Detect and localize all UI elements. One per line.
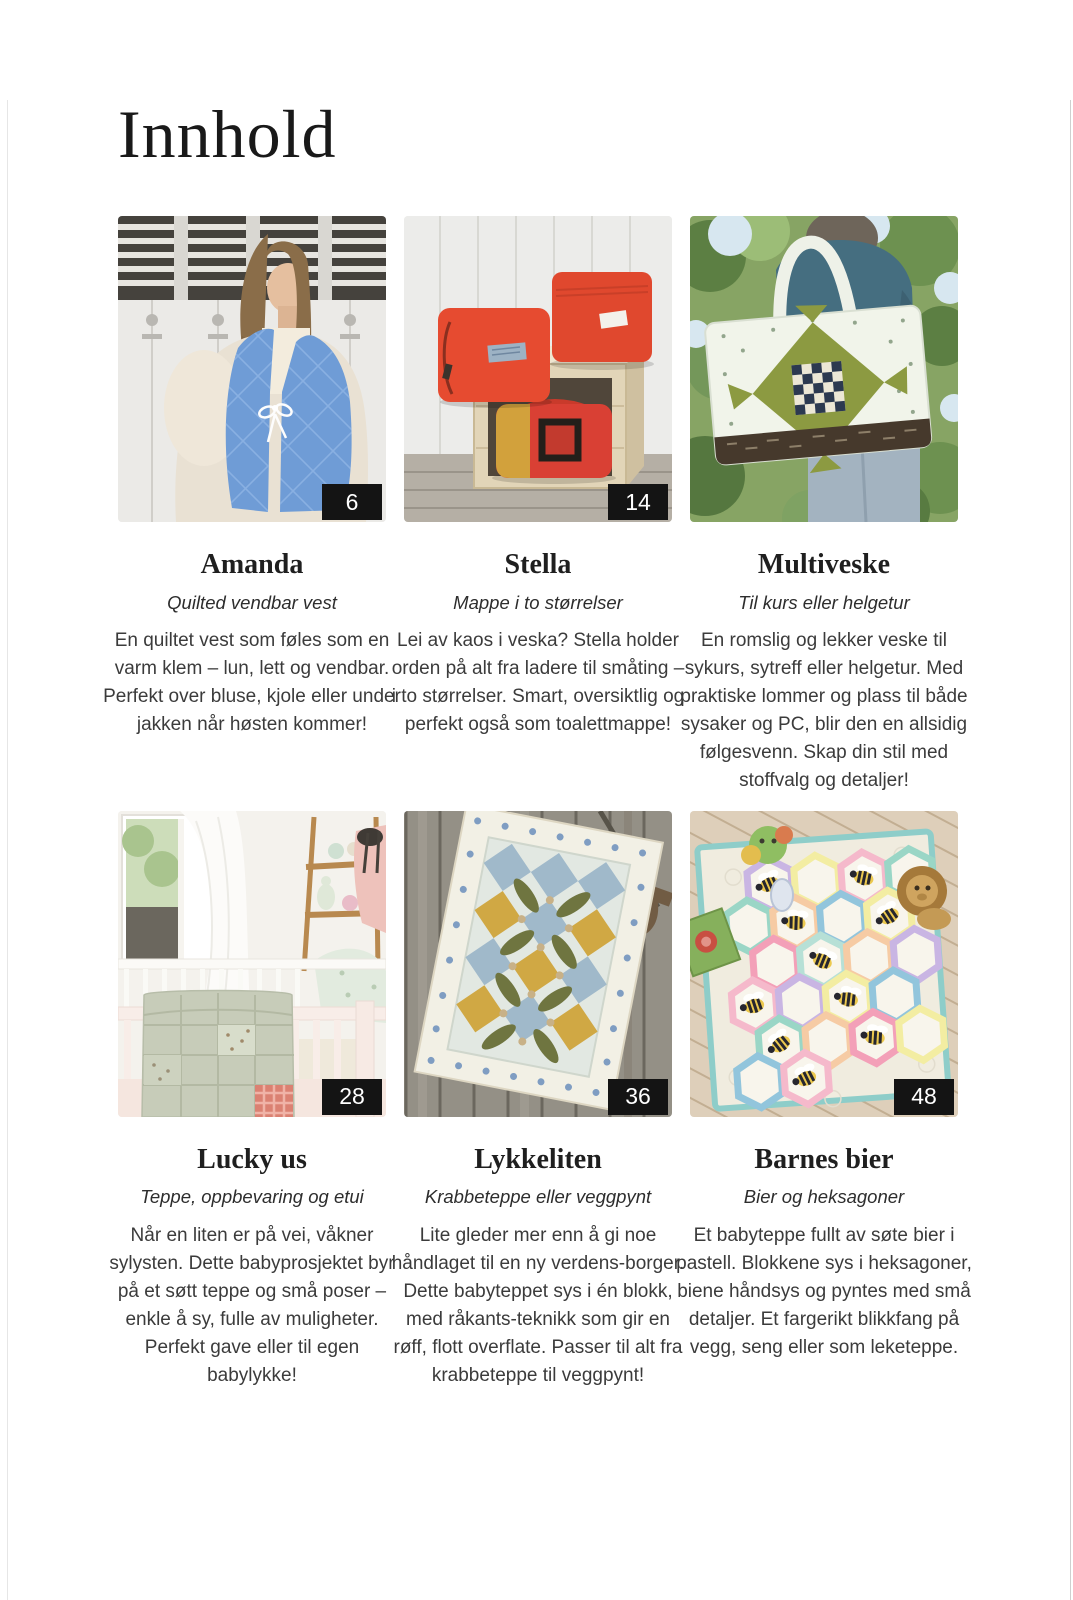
item-description: Et babyteppe fullt av søte bier i pastell. Blokkene sys i heksagoner, biene håndsys og pyntes med små detaljer. Et fargerikt blikkfang på vegg, seng eller som leketeppe. xyxy=(676,1224,972,1358)
item-subtitle: Til kurs eller helgetur xyxy=(738,591,910,613)
lykkeliten-photo-illustration xyxy=(404,811,672,1117)
lucky-us-photo-illustration xyxy=(118,811,386,1117)
toc-item-multiveske xyxy=(680,216,968,795)
item-description: Lei av kaos i veska? Stella holder orden på alt fra ladere til småting – i to størrelser. Smart, oversiktlig og perfekt også som toalettmappe! xyxy=(391,629,685,735)
page-number-badge: 28 xyxy=(322,1079,382,1115)
item-title: Amanda xyxy=(200,549,304,580)
amanda-photo-illustration xyxy=(118,216,386,522)
lucky-us-photo xyxy=(118,811,386,1117)
toc-item-amanda xyxy=(103,216,401,795)
item-description: Lite gleder mer enn å gi noe håndlaget til en ny verdens-borger. Dette babyteppet sys i én blokk, med råkants-teknikk som gir en røff, flott overflate. Passer til alt fra krabbeteppe til veggpynt! xyxy=(391,1224,685,1386)
page-number-badge: 36 xyxy=(608,1079,668,1115)
item-subtitle: Mappe i to størrelser xyxy=(453,591,623,613)
item-title: Multiveske xyxy=(757,549,891,580)
item-title: Stella xyxy=(504,549,572,580)
contents-grid xyxy=(103,216,972,1390)
toc-item-stella xyxy=(391,216,685,795)
item-description: Når en liten er på vei, våkner sylysten. Dette babyprosjektet byr på et søtt teppe og små poser – enkle å sy, fulle av muligheter. Perfekt gave eller til egen babylykke! xyxy=(109,1224,395,1386)
item-title: Lykkeliten xyxy=(474,1143,602,1175)
toc-item-barnes-bier xyxy=(676,811,972,1390)
multiveske-photo xyxy=(690,216,958,522)
item-subtitle: Bier og heksagoner xyxy=(743,1186,905,1208)
item-subtitle: Teppe, oppbevaring og etui xyxy=(140,1186,364,1208)
page-number-badge: 6 xyxy=(322,484,382,520)
barnes-bier-photo xyxy=(690,811,958,1117)
barnes-bier-photo-illustration xyxy=(690,811,958,1117)
item-subtitle: Quilted vendbar vest xyxy=(167,591,337,613)
page-edge-right xyxy=(1070,100,1071,1600)
page-title: Innhold xyxy=(118,96,337,172)
item-title: Lucky us xyxy=(197,1143,307,1175)
toc-item-lucky-us xyxy=(109,811,395,1390)
amanda-photo xyxy=(118,216,386,522)
page-edge-left xyxy=(7,100,8,1600)
item-description: En romslig og lekker veske til sykurs, sytreff eller helgetur. Med praktiske lommer og plass til både sysaker og PC, blir den en allsidig følgesvenn. Skap din stil med stoffvalg og detaljer! xyxy=(680,629,968,791)
item-description: En quiltet vest som føles som en varm klem – lun, lett og vendbar. Perfekt over bluse, kjole eller under jakken når høsten kommer! xyxy=(103,629,401,735)
item-title: Barnes bier xyxy=(754,1143,894,1175)
page-number-badge: 14 xyxy=(608,484,668,520)
toc-item-lykkeliten xyxy=(391,811,685,1390)
lykkeliten-photo xyxy=(404,811,672,1117)
stella-photo xyxy=(404,216,672,522)
contents-page xyxy=(0,96,1073,1390)
multiveske-photo-illustration xyxy=(690,216,958,522)
page-number-badge: 48 xyxy=(894,1079,954,1115)
item-subtitle: Krabbeteppe eller veggpynt xyxy=(424,1186,652,1208)
stella-photo-illustration xyxy=(404,216,672,522)
